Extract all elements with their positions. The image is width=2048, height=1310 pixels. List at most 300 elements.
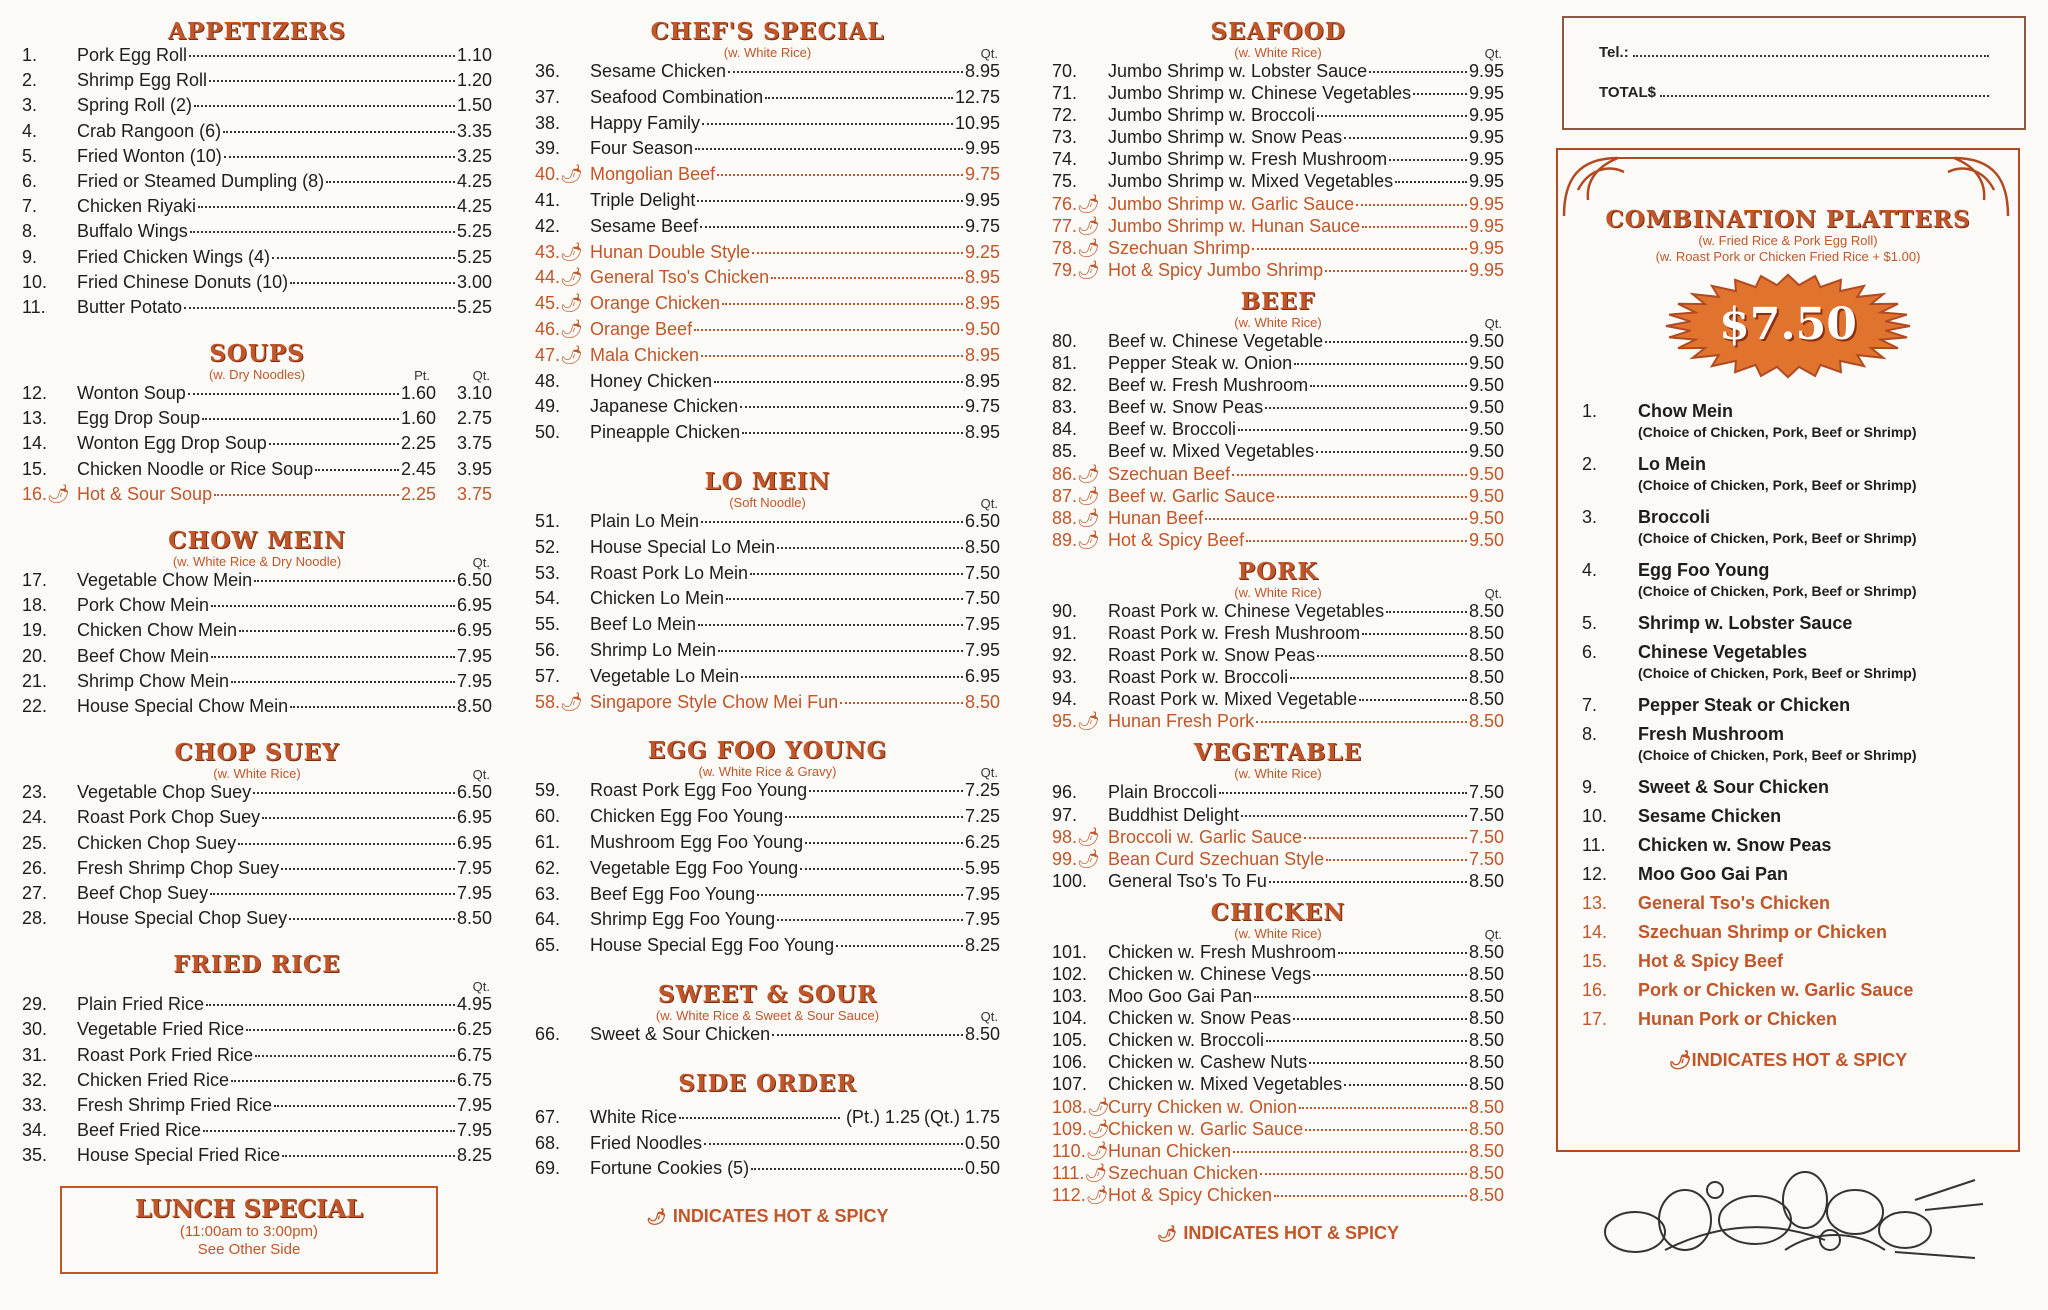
item-number: 26. bbox=[22, 857, 48, 878]
combo-item-choice: (Choice of Chicken, Pork, Beef or Shrimp) bbox=[1638, 530, 1917, 546]
item-number-wrap bbox=[1052, 216, 1108, 237]
pepper-icon: 🌶 bbox=[560, 691, 583, 712]
item-price: 8.50 bbox=[1468, 1074, 1504, 1095]
item-number-wrap bbox=[1052, 238, 1108, 259]
dot-leader bbox=[1325, 270, 1467, 272]
dot-leader bbox=[750, 573, 963, 575]
item-price: 7.50 bbox=[1468, 826, 1504, 847]
item-name: Szechuan Shrimp bbox=[1108, 237, 1251, 258]
menu-item bbox=[535, 858, 1000, 884]
dot-leader bbox=[1269, 881, 1467, 883]
item-name: Chicken w. Broccoli bbox=[1108, 1030, 1265, 1051]
item-name: Pork Chow Mein bbox=[77, 595, 210, 616]
dot-leader bbox=[771, 277, 963, 279]
subtitle-row bbox=[22, 978, 492, 994]
item-name: Four Season bbox=[590, 138, 694, 159]
item-number: 35. bbox=[22, 1145, 48, 1166]
combo-item-choice: (Choice of Chicken, Pork, Beef or Shrimp) bbox=[1638, 424, 1917, 440]
dot-leader bbox=[809, 790, 963, 792]
section-subtitle: (w. White Rice & Dry Noodle) bbox=[172, 554, 342, 569]
combo-item-number: 13. bbox=[1582, 893, 1608, 913]
menu-item bbox=[1052, 375, 1504, 397]
menu-item bbox=[535, 666, 1000, 692]
dot-leader bbox=[1325, 341, 1467, 343]
item-name: Roast Pork w. Mixed Vegetable bbox=[1108, 689, 1358, 710]
item-name: Chicken w. Fresh Mushroom bbox=[1108, 941, 1337, 962]
item-name: Beef w. Chinese Vegetable bbox=[1108, 330, 1324, 351]
item-price: 6.95 bbox=[456, 595, 492, 616]
dot-leader bbox=[1304, 837, 1467, 839]
item-number: 87. bbox=[1052, 485, 1078, 506]
section-title: CHICKEN bbox=[1210, 898, 1346, 926]
subtitle-row bbox=[1052, 585, 1504, 601]
item-number: 89. bbox=[1052, 529, 1078, 550]
dot-leader bbox=[1317, 655, 1467, 657]
menu-item bbox=[22, 782, 492, 807]
item-name: Buddhist Delight bbox=[1108, 804, 1240, 825]
combo-item-name-wrap bbox=[1638, 401, 1998, 440]
section-chop-suey bbox=[22, 739, 492, 933]
total-label: TOTAL$ bbox=[1599, 84, 1656, 101]
combo-item bbox=[1582, 1009, 1998, 1030]
item-price: 7.95 bbox=[964, 639, 1000, 660]
item-number: 82. bbox=[1052, 375, 1078, 396]
item-number: 38. bbox=[535, 112, 561, 133]
section-appetizers bbox=[22, 18, 492, 322]
quart-header: Qt. bbox=[472, 979, 490, 995]
quart-header: Qt. bbox=[1484, 926, 1502, 942]
item-number: 14. bbox=[22, 433, 48, 454]
item-name: Vegetable Fried Rice bbox=[77, 1019, 245, 1040]
item-name: Spring Roll (2) bbox=[77, 95, 193, 116]
pepper-icon: 🌶 bbox=[560, 344, 583, 365]
subtitle-row bbox=[1052, 315, 1504, 331]
dot-leader bbox=[1266, 1040, 1467, 1042]
item-name: Wonton Soup bbox=[77, 383, 186, 404]
quart-header: Qt. bbox=[472, 555, 490, 570]
combo-item bbox=[1582, 777, 1998, 798]
quart-header: Qt. bbox=[1484, 585, 1502, 601]
item-name: Jumbo Shrimp w. Hunan Sauce bbox=[1108, 215, 1361, 236]
item-number-wrap bbox=[1052, 508, 1108, 529]
menu-item bbox=[1052, 127, 1504, 149]
item-name: Orange Chicken bbox=[590, 293, 721, 314]
menu-item bbox=[535, 780, 1000, 806]
item-name: Hot & Spicy Chicken bbox=[1108, 1184, 1273, 1205]
dot-leader bbox=[211, 656, 455, 658]
section-chow-mein bbox=[22, 527, 492, 721]
item-number-wrap bbox=[1052, 1141, 1108, 1162]
item-name: Hunan Beef bbox=[1108, 507, 1204, 528]
menu-column-1 bbox=[22, 18, 492, 1189]
menu-item bbox=[22, 1019, 492, 1044]
item-number: 93. bbox=[1052, 667, 1078, 688]
menu-item bbox=[22, 620, 492, 645]
item-number: 99. bbox=[1052, 848, 1078, 869]
item-price: 5.25 bbox=[456, 296, 492, 317]
item-number: 23. bbox=[22, 782, 48, 803]
item-price: 8.50 bbox=[1468, 1184, 1504, 1205]
combo-item bbox=[1582, 401, 1998, 440]
item-name: Plain Lo Mein bbox=[590, 510, 700, 531]
item-number: 5. bbox=[22, 145, 38, 166]
pepper-icon: 🌶 bbox=[1157, 1226, 1178, 1244]
dot-leader bbox=[209, 80, 455, 82]
section-title: SIDE ORDER bbox=[678, 1069, 857, 1097]
dot-leader bbox=[1362, 226, 1467, 228]
item-price: 6.95 bbox=[456, 832, 492, 853]
item-name: Roast Pork w. Broccoli bbox=[1108, 667, 1289, 688]
item-number: 56. bbox=[535, 639, 561, 660]
item-number-wrap bbox=[535, 267, 590, 288]
item-price: 8.95 bbox=[964, 370, 1000, 391]
item-number: 32. bbox=[22, 1069, 48, 1090]
item-price: 5.25 bbox=[456, 221, 492, 242]
menu-item bbox=[22, 833, 492, 858]
combo-item-number: 6. bbox=[1582, 642, 1598, 662]
dot-leader bbox=[1356, 204, 1467, 206]
dot-leader bbox=[800, 868, 963, 870]
item-name: Hot & Spicy Jumbo Shrimp bbox=[1108, 259, 1324, 280]
item-number-wrap bbox=[1052, 711, 1108, 732]
dot-leader bbox=[697, 200, 963, 202]
dot-leader bbox=[740, 406, 963, 408]
subtitle-row bbox=[1052, 45, 1504, 61]
dot-leader bbox=[1246, 540, 1467, 542]
dot-leader bbox=[1338, 952, 1467, 954]
combo-item-name: Hunan Pork or Chicken bbox=[1638, 1009, 1838, 1029]
item-name: Chicken w. Cashew Nuts bbox=[1108, 1052, 1308, 1073]
section-title: SEAFOOD bbox=[1210, 18, 1346, 45]
item-price: 8.50 bbox=[456, 908, 492, 929]
menu-item bbox=[535, 87, 1000, 113]
menu-item bbox=[1052, 238, 1504, 260]
dot-leader bbox=[1252, 248, 1467, 250]
menu-item bbox=[1052, 1163, 1504, 1185]
item-name: Hunan Chicken bbox=[1108, 1140, 1232, 1161]
item-name: General Tso's To Fu bbox=[1108, 870, 1267, 891]
menu-item bbox=[22, 696, 492, 721]
dot-leader bbox=[1313, 974, 1467, 976]
dot-leader bbox=[290, 706, 455, 708]
item-price: 9.50 bbox=[1468, 507, 1504, 528]
menu-item bbox=[1052, 1097, 1504, 1119]
legend-text: INDICATES HOT & SPICY bbox=[672, 1206, 889, 1227]
item-number: 6. bbox=[22, 170, 38, 191]
item-price: 8.50 bbox=[1468, 600, 1504, 621]
item-price: 6.25 bbox=[964, 831, 1000, 852]
item-price: 9.50 bbox=[1468, 353, 1504, 374]
dot-leader bbox=[231, 681, 455, 683]
dot-leader bbox=[1260, 1173, 1467, 1175]
dot-leader bbox=[722, 303, 963, 305]
combo-item-number: 10. bbox=[1582, 806, 1608, 826]
quart-header: Qt. bbox=[980, 1008, 998, 1024]
item-price: 8.50 bbox=[1468, 645, 1504, 666]
item-name: House Special Chow Mein bbox=[77, 695, 289, 716]
total-row bbox=[1599, 84, 1989, 101]
section-side-order bbox=[535, 1070, 1000, 1184]
dot-leader bbox=[1232, 474, 1467, 476]
pint-price: 2.25 bbox=[400, 483, 436, 504]
combination-platters-box bbox=[1556, 148, 2020, 1152]
section-title: VEGETABLE bbox=[1193, 739, 1363, 767]
item-price: 6.95 bbox=[456, 807, 492, 828]
subtitle-row bbox=[535, 45, 1000, 61]
dot-leader bbox=[255, 1055, 455, 1057]
item-price: 8.50 bbox=[1468, 941, 1504, 962]
item-name: Jumbo Shrimp w. Lobster Sauce bbox=[1108, 61, 1368, 81]
combo-item-number: 16. bbox=[1582, 980, 1608, 1000]
menu-item bbox=[22, 570, 492, 595]
combo-item bbox=[1582, 560, 1998, 599]
item-name: Crab Rangoon (6) bbox=[77, 120, 222, 141]
combo-item-number: 1. bbox=[1582, 401, 1598, 421]
item-list bbox=[535, 511, 1000, 717]
item-price: 7.95 bbox=[456, 670, 492, 691]
combo-item-number: 4. bbox=[1582, 560, 1598, 580]
item-name: Fried Chicken Wings (4) bbox=[77, 246, 271, 267]
dot-leader bbox=[1359, 699, 1467, 701]
dot-leader bbox=[1277, 496, 1467, 498]
item-price: 12.75 bbox=[954, 86, 1000, 107]
menu-item bbox=[535, 884, 1000, 910]
item-price: 8.50 bbox=[964, 1023, 1000, 1044]
pint-price: 2.25 bbox=[400, 433, 436, 454]
item-name: Jumbo Shrimp w. Fresh Mushroom bbox=[1108, 149, 1388, 170]
pepper-icon: 🌶 bbox=[47, 483, 70, 504]
item-price: 6.95 bbox=[456, 620, 492, 641]
item-number: 107. bbox=[1052, 1074, 1088, 1095]
item-number: 58. bbox=[535, 691, 561, 712]
item-price: 9.50 bbox=[1468, 485, 1504, 506]
menu-item bbox=[535, 1024, 1000, 1050]
menu-item bbox=[1052, 1141, 1504, 1163]
item-number: 75. bbox=[1052, 171, 1078, 192]
item-price: 9.95 bbox=[1468, 237, 1504, 258]
subtitle-row bbox=[22, 554, 492, 570]
subtitle-row bbox=[535, 764, 1000, 780]
item-price: 1.20 bbox=[456, 70, 492, 91]
combo-item bbox=[1582, 724, 1998, 763]
item-number: 24. bbox=[22, 807, 48, 828]
dot-leader bbox=[281, 868, 455, 870]
combo-item-name-wrap bbox=[1638, 951, 1998, 972]
item-number: 12. bbox=[22, 383, 48, 404]
menu-item bbox=[22, 196, 492, 221]
item-number: 31. bbox=[22, 1044, 48, 1065]
quart-header: Qt. bbox=[472, 767, 490, 783]
item-price: 8.50 bbox=[1468, 1096, 1504, 1117]
section-title: EGG FOO YOUNG bbox=[647, 737, 888, 765]
pepper-icon: 🌶 bbox=[560, 293, 583, 314]
pint-price: 1.60 bbox=[400, 383, 436, 404]
section-subtitle: (w. White Rice) bbox=[1234, 925, 1322, 941]
combo-item bbox=[1582, 864, 1998, 885]
menu-item bbox=[1052, 441, 1504, 463]
menu-item bbox=[535, 692, 1000, 718]
item-name: Honey Chicken bbox=[590, 370, 713, 391]
pepper-icon: 🌶 bbox=[1087, 1096, 1110, 1117]
combo-item-name: Sesame Chicken bbox=[1638, 806, 1782, 826]
item-price: 9.95 bbox=[1468, 149, 1504, 170]
menu-item bbox=[1052, 667, 1504, 689]
item-name: Beef Egg Foo Young bbox=[590, 883, 756, 904]
item-name: Chicken w. Chinese Vegs bbox=[1108, 964, 1312, 984]
dot-leader bbox=[272, 257, 455, 259]
combo-item-name-wrap bbox=[1638, 1009, 1998, 1030]
item-number: 85. bbox=[1052, 441, 1078, 462]
menu-item bbox=[22, 994, 492, 1019]
menu-item bbox=[22, 646, 492, 671]
item-name: Sesame Chicken bbox=[590, 61, 727, 81]
menu-item bbox=[22, 146, 492, 171]
pepper-icon: 🌶 bbox=[1087, 1118, 1110, 1139]
item-number: 100. bbox=[1052, 870, 1088, 891]
item-number: 95. bbox=[1052, 711, 1078, 732]
dot-leader bbox=[188, 393, 399, 395]
combo-item-number: 8. bbox=[1582, 724, 1598, 744]
combo-item-name: Moo Goo Gai Pan bbox=[1638, 864, 1789, 884]
dot-leader bbox=[198, 206, 455, 208]
order-info-box bbox=[1562, 16, 2026, 130]
item-price: 6.75 bbox=[456, 1044, 492, 1065]
item-price: 9.95 bbox=[1468, 171, 1504, 192]
item-list bbox=[1052, 782, 1504, 892]
dot-leader bbox=[326, 181, 455, 183]
menu-item bbox=[535, 61, 1000, 87]
item-price: 4.95 bbox=[456, 994, 492, 1015]
item-name: Chicken w. Mixed Vegetables bbox=[1108, 1074, 1343, 1095]
menu-item bbox=[535, 511, 1000, 537]
item-name: Butter Potato bbox=[77, 296, 183, 317]
combo-item-number: 15. bbox=[1582, 951, 1608, 971]
combo-item-name: Chicken w. Snow Peas bbox=[1638, 835, 1832, 855]
pepper-icon: 🌶 bbox=[1077, 237, 1100, 258]
item-number: 43. bbox=[535, 241, 561, 262]
menu-item bbox=[22, 70, 492, 95]
combo-item bbox=[1582, 695, 1998, 716]
quart-header: Qt. bbox=[1484, 315, 1502, 331]
item-number: 94. bbox=[1052, 689, 1078, 710]
combo-item-number: 9. bbox=[1582, 777, 1598, 797]
item-name: Chicken Lo Mein bbox=[590, 588, 725, 609]
item-price: 8.95 bbox=[964, 293, 1000, 314]
item-list bbox=[22, 45, 492, 322]
item-name: Chicken Fried Rice bbox=[77, 1069, 230, 1090]
item-number-wrap bbox=[1052, 849, 1108, 870]
item-price: 10.95 bbox=[954, 112, 1000, 133]
menu-item bbox=[535, 396, 1000, 422]
dot-leader bbox=[728, 71, 963, 73]
item-price: (Qt.) 1.75 bbox=[923, 1106, 1000, 1127]
item-number: 65. bbox=[535, 935, 561, 956]
item-name: Beef w. Broccoli bbox=[1108, 419, 1237, 440]
item-price: 9.95 bbox=[964, 189, 1000, 210]
item-price: 8.50 bbox=[1468, 1030, 1504, 1051]
item-name: Beef Chow Mein bbox=[77, 645, 210, 666]
dot-leader bbox=[805, 842, 963, 844]
item-name: Chicken Egg Foo Young bbox=[590, 806, 784, 827]
combo-item-name-wrap bbox=[1638, 507, 1998, 546]
hot-spicy-legend bbox=[1052, 1223, 1504, 1244]
combo-item bbox=[1582, 642, 1998, 681]
tel-label: Tel.: bbox=[1599, 44, 1629, 61]
dot-leader bbox=[206, 1004, 455, 1006]
item-name: Moo Goo Gai Pan bbox=[1108, 986, 1253, 1007]
item-number: 72. bbox=[1052, 105, 1078, 126]
menu-item bbox=[22, 1070, 492, 1095]
item-price: 9.50 bbox=[1468, 529, 1504, 550]
dot-leader bbox=[700, 226, 963, 228]
item-price: 9.95 bbox=[1468, 83, 1504, 104]
item-name: Szechuan Chicken bbox=[1108, 1162, 1259, 1183]
dot-leader bbox=[1205, 518, 1467, 520]
item-name: Beef w. Snow Peas bbox=[1108, 397, 1264, 418]
item-price: 9.50 bbox=[1468, 463, 1504, 484]
menu-item bbox=[22, 1145, 492, 1170]
combo-sub-1: (w. Fried Rice & Pork Egg Roll) bbox=[1698, 233, 1878, 248]
item-number-wrap bbox=[535, 293, 590, 314]
legend-text: INDICATES HOT & SPICY bbox=[1691, 1050, 1908, 1070]
dot-leader bbox=[1274, 1195, 1467, 1197]
section-seafood bbox=[1052, 18, 1504, 282]
combo-item-name-wrap bbox=[1638, 922, 1998, 943]
section-title: BEEF bbox=[1240, 287, 1316, 315]
pepper-icon: 🌶 bbox=[1077, 259, 1100, 280]
item-price: 7.95 bbox=[964, 909, 1000, 930]
item-price: 8.50 bbox=[1468, 1052, 1504, 1073]
item-number: 11. bbox=[22, 296, 46, 317]
item-name: Japanese Chicken bbox=[590, 396, 739, 417]
menu-item bbox=[1052, 105, 1504, 127]
pepper-icon: 🌶 bbox=[560, 241, 583, 262]
subtitle-row bbox=[1052, 926, 1504, 942]
combo-item-name-wrap bbox=[1638, 695, 1998, 716]
item-number: 18. bbox=[22, 595, 48, 616]
item-price: 8.50 bbox=[1468, 870, 1504, 891]
item-price: 7.95 bbox=[456, 1120, 492, 1141]
item-number-wrap bbox=[535, 164, 590, 185]
item-number: 80. bbox=[1052, 330, 1078, 351]
item-number: 46. bbox=[535, 318, 561, 339]
hot-spicy-legend bbox=[535, 1206, 1000, 1227]
item-price: 1.10 bbox=[456, 45, 492, 65]
item-name: Triple Delight bbox=[590, 189, 696, 210]
menu-item bbox=[22, 908, 492, 933]
item-name: Chicken w. Garlic Sauce bbox=[1108, 1118, 1304, 1139]
item-number: 17. bbox=[22, 570, 48, 590]
item-number: 44. bbox=[535, 267, 561, 288]
item-number: 81. bbox=[1052, 353, 1078, 374]
item-number: 40. bbox=[535, 164, 561, 185]
item-number: 101. bbox=[1052, 941, 1088, 962]
item-price: 7.50 bbox=[1468, 804, 1504, 825]
dot-leader bbox=[224, 156, 455, 158]
dot-leader bbox=[714, 381, 963, 383]
item-number: 9. bbox=[22, 246, 38, 267]
item-list bbox=[535, 780, 1000, 961]
menu-item bbox=[22, 671, 492, 696]
menu-item bbox=[1052, 849, 1504, 871]
pepper-icon: 🌶 bbox=[1668, 1050, 1692, 1070]
item-price: 6.95 bbox=[964, 665, 1000, 686]
item-number: 71. bbox=[1052, 83, 1078, 104]
menu-item bbox=[22, 1120, 492, 1145]
item-price: 7.95 bbox=[456, 645, 492, 666]
item-price: 5.25 bbox=[456, 246, 492, 267]
combo-item-number: 5. bbox=[1582, 613, 1598, 633]
